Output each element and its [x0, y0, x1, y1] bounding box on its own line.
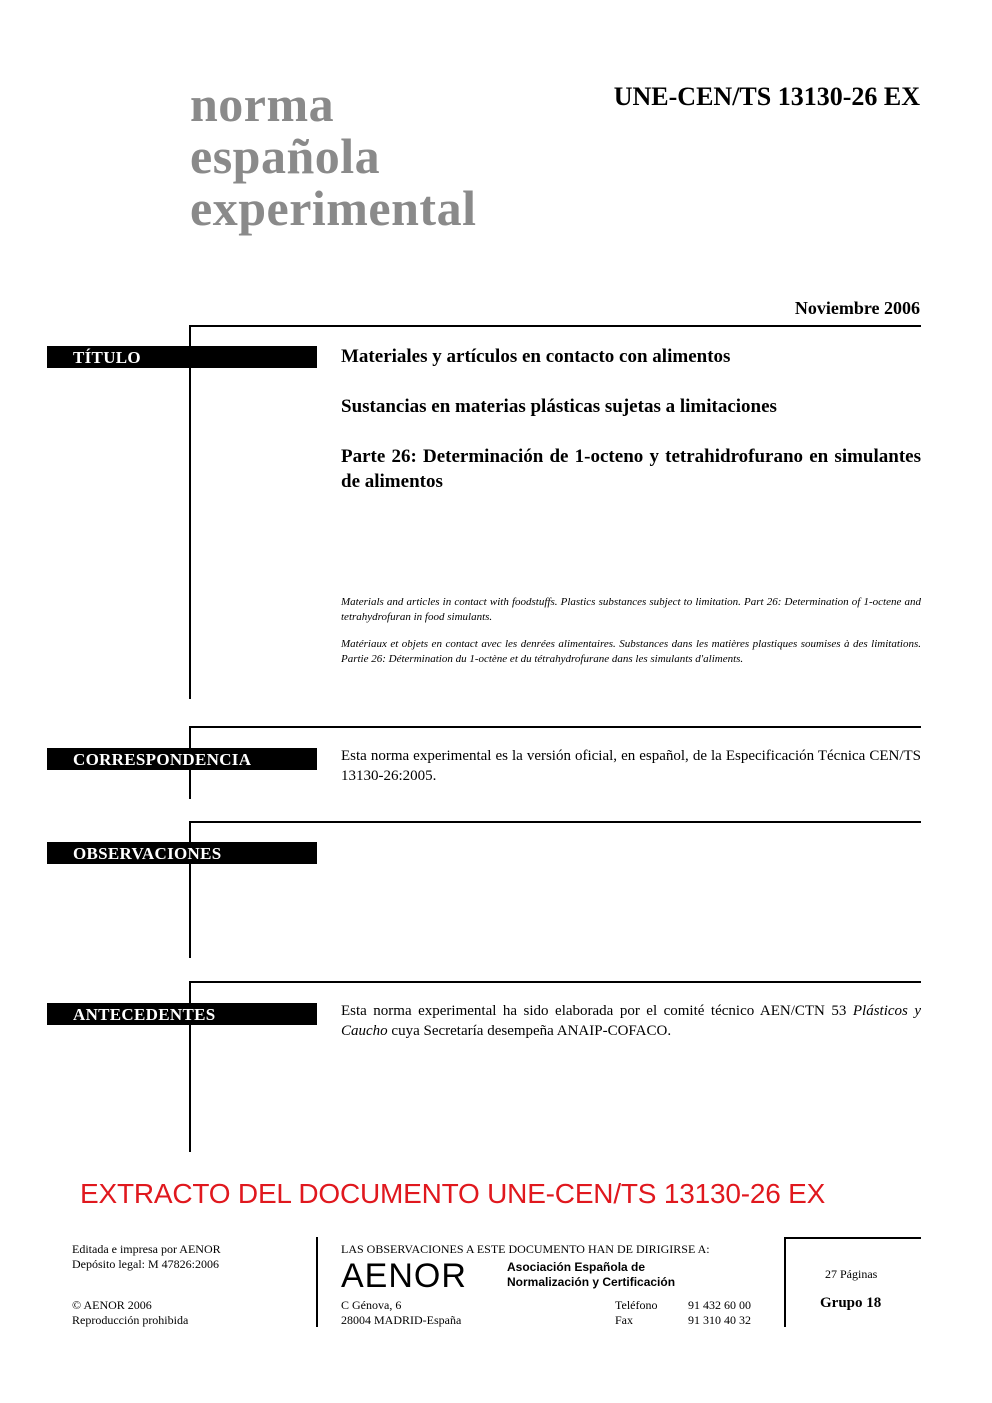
aenor-association-name [507, 1260, 675, 1290]
copyright-text: © AENOR 2006 [72, 1298, 152, 1312]
title-french: Matériaux et objets en contact avec les denrées alimentaires. Substances dans les matières plastiques soumises à des limitations. Partie 26: Détermination du 1-octène et du tétrahydrofurane dans les simulants d'aliments. [341, 638, 921, 665]
antecedentes-text [341, 1001, 921, 1041]
title-es-1: Materiales y artículos en contacto con alimentos [341, 346, 731, 367]
address-line-2: 28004 MADRID-España [341, 1313, 462, 1327]
antecedentes-text-part-2: cuya Secretaría desempeña ANAIP-COFACO. [387, 1023, 672, 1039]
section-rule-correspondencia [190, 726, 921, 728]
label-titulo: TÍTULO [47, 346, 317, 368]
title-es-3: Parte 26: Determinación de 1-octeno y tetrahidrofurano en simulantes de alimentos [341, 446, 921, 492]
aenor-assoc-line-2: Normalización y Certificación [507, 1275, 676, 1289]
label-observaciones: OBSERVACIONES [47, 842, 317, 864]
extract-notice: EXTRACTO DEL DOCUMENTO UNE-CEN/TS 13130-26 EX [80, 1178, 826, 1209]
aenor-assoc-line-1: Asociación Española de [507, 1260, 646, 1274]
label-correspondencia: CORRESPONDENCIA [47, 748, 317, 770]
fax-label: Fax [615, 1313, 633, 1327]
price-group: Grupo 18 [820, 1295, 882, 1311]
heading-line-3: experimental [190, 180, 477, 236]
footer-box-top [785, 1237, 921, 1239]
deposito-legal: Depósito legal: M 47826:2006 [72, 1257, 219, 1271]
page-count: 27 Páginas [825, 1267, 878, 1281]
spanish-titles [341, 344, 921, 504]
label-antecedentes: ANTECEDENTES [47, 1003, 317, 1025]
title-english: Materials and articles in contact with foodstuffs. Plastics substances subject to limitation. Part 26: Determination of 1-octene and tetrahydrofuran in food simulants. [341, 596, 921, 623]
heading-line-1: norma [190, 76, 335, 132]
section-rule-observaciones [190, 821, 921, 823]
title-translations [341, 595, 921, 679]
document-date: Noviembre 2006 [794, 298, 920, 318]
document-code: UNE-CEN/TS 13130-26 EX [613, 82, 920, 111]
heading-line-2: española [190, 128, 381, 184]
fax-number: 91 310 40 32 [688, 1313, 751, 1327]
observaciones-dirigirse: LAS OBSERVACIONES A ESTE DOCUMENTO HAN DE DIRIGIRSE A: [341, 1242, 710, 1256]
editada-text: Editada e impresa por AENOR [72, 1242, 221, 1256]
committee-name: Plásticos y Caucho [341, 1003, 922, 1039]
telefono-number: 91 432 60 00 [688, 1298, 751, 1312]
title-es-2: Sustancias en materias plásticas sujetas a limitaciones [341, 396, 777, 417]
section-rule-titulo [190, 325, 921, 327]
reproduccion-text: Reproducción prohibida [72, 1313, 189, 1327]
antecedentes-text-part-1: Esta norma experimental ha sido elaborada por el comité técnico AEN/CTN 53 [341, 1003, 853, 1019]
footer-divider-right [784, 1237, 786, 1327]
section-rule-antecedentes [190, 981, 921, 983]
document-type-heading [190, 78, 476, 234]
aenor-logo: AENOR [341, 1257, 467, 1295]
footer-divider-left [316, 1237, 318, 1327]
telefono-label: Teléfono [615, 1298, 658, 1312]
section-vline-titulo [189, 325, 191, 699]
correspondencia-text: Esta norma experimental es la versión oficial, en español, de la Especificación Técnica CEN/TS 13130-26:2005. [341, 748, 921, 784]
address-line-1: C Génova, 6 [341, 1298, 402, 1312]
